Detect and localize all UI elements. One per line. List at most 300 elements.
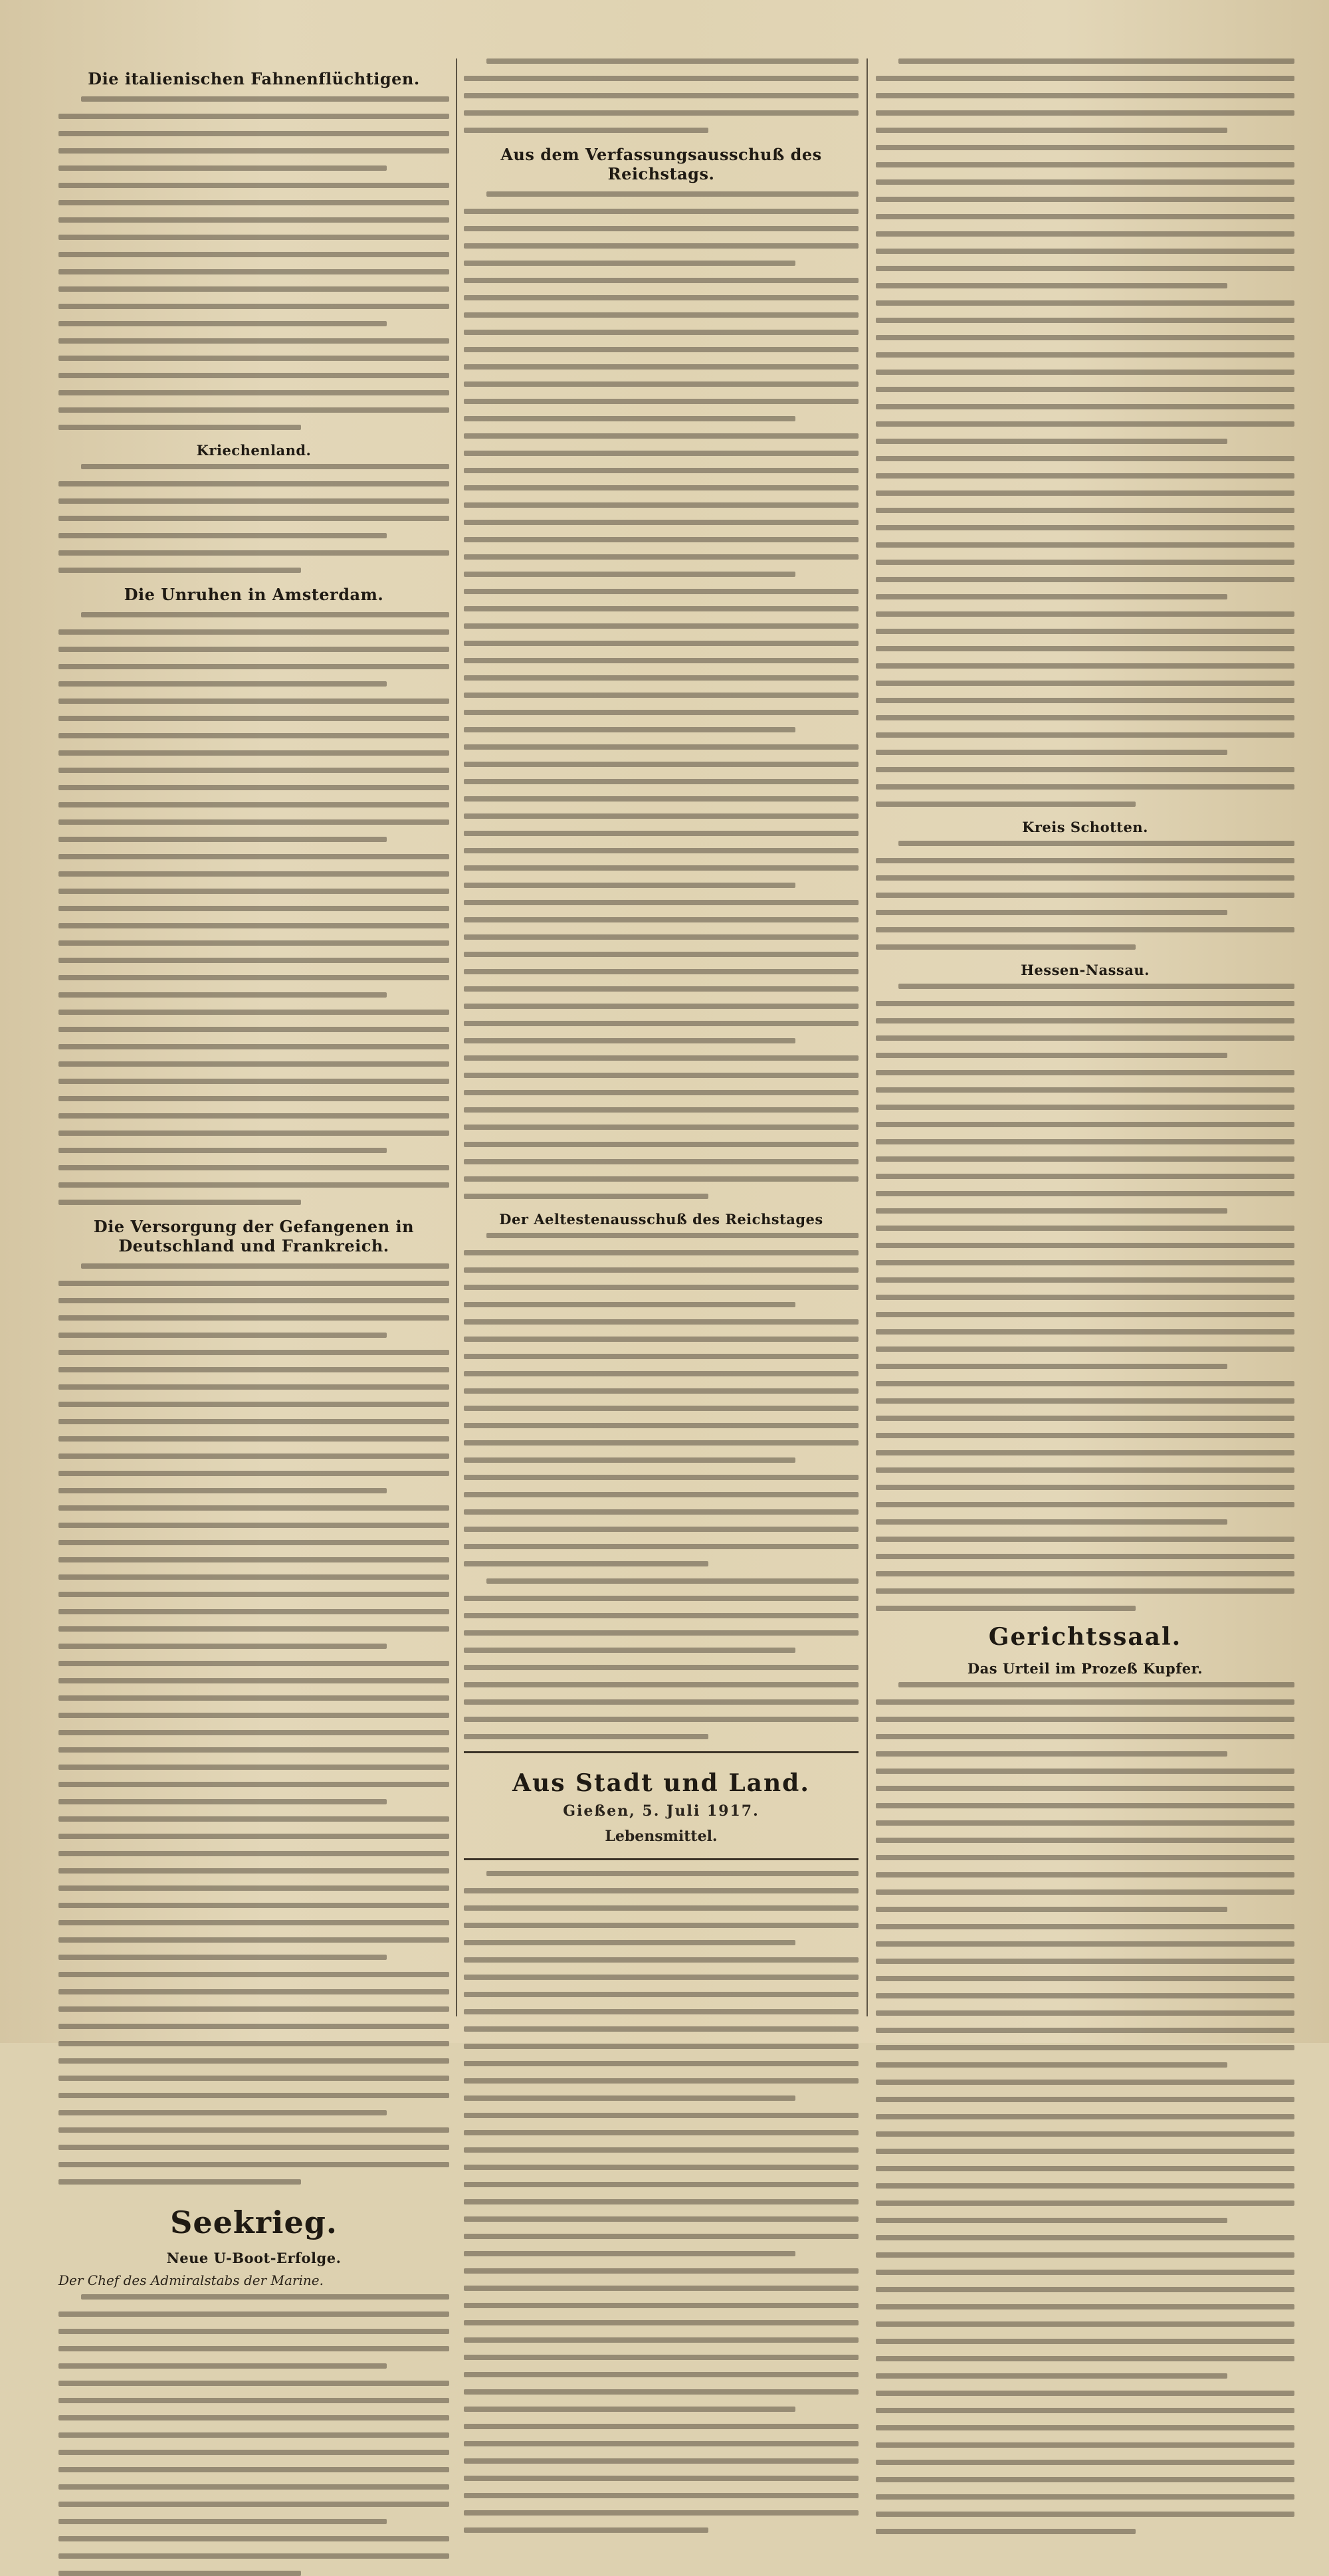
column-1 xyxy=(58,58,449,2288)
article-section xyxy=(464,1578,859,1739)
text-line xyxy=(58,819,449,825)
text-line xyxy=(876,802,1136,807)
text-line xyxy=(58,906,449,911)
text-line xyxy=(464,675,859,681)
text-line xyxy=(876,1329,1294,1335)
text-line xyxy=(464,381,859,387)
text-line xyxy=(876,231,1294,237)
text-line xyxy=(876,2183,1294,2189)
text-line xyxy=(464,1337,859,1342)
text-line xyxy=(464,2476,859,2481)
text-line xyxy=(876,128,1227,133)
text-line xyxy=(464,2078,859,2084)
text-line xyxy=(464,1734,708,1739)
text-line xyxy=(58,1281,449,1286)
text-line xyxy=(464,1682,859,1687)
text-line xyxy=(876,2425,1294,2430)
article-heading: Kreis Schotten. xyxy=(1022,819,1148,835)
text-line xyxy=(876,1035,1294,1041)
text-line xyxy=(58,2329,449,2334)
text-line xyxy=(876,732,1294,738)
feature-title: Aus Stadt und Land. xyxy=(512,1769,810,1797)
text-line xyxy=(464,2320,859,2325)
text-line xyxy=(58,1367,449,1372)
text-line xyxy=(876,318,1294,323)
text-line xyxy=(58,1505,449,1511)
text-line xyxy=(58,2415,449,2420)
text-line xyxy=(58,889,449,894)
text-line xyxy=(58,2484,449,2490)
text-line xyxy=(464,796,859,802)
text-line xyxy=(464,226,859,231)
text-line xyxy=(58,304,449,309)
text-line xyxy=(876,2045,1294,2050)
text-line xyxy=(876,875,1294,881)
article-heading: Der Aeltestenausschuß des Reichstages xyxy=(499,1211,823,1228)
text-line xyxy=(58,356,449,361)
text-line xyxy=(464,658,859,663)
text-line xyxy=(876,577,1294,582)
text-line xyxy=(876,663,1294,669)
text-line xyxy=(876,1924,1294,1929)
text-line xyxy=(58,1695,449,1701)
text-line xyxy=(58,854,449,859)
text-line xyxy=(464,2510,859,2516)
text-line xyxy=(464,2458,859,2464)
text-line xyxy=(876,1381,1294,1386)
text-line xyxy=(464,1717,859,1722)
text-line xyxy=(464,312,859,318)
text-line xyxy=(898,984,1294,989)
text-line xyxy=(58,425,301,430)
text-line xyxy=(876,1295,1294,1300)
text-line xyxy=(464,1457,795,1463)
text-line xyxy=(58,1834,449,1839)
text-line xyxy=(58,1488,387,1493)
text-line xyxy=(58,1182,449,1188)
text-line xyxy=(464,1021,859,1026)
text-line xyxy=(876,300,1294,306)
text-line xyxy=(876,249,1294,254)
text-line xyxy=(876,266,1294,271)
text-line xyxy=(58,1816,449,1822)
text-line xyxy=(58,1523,449,1528)
text-line xyxy=(464,2234,859,2239)
text-line xyxy=(58,1298,449,1303)
text-line xyxy=(876,611,1294,617)
article-section xyxy=(464,145,859,1199)
text-line xyxy=(876,1502,1294,1507)
text-line xyxy=(876,1699,1294,1705)
text-line xyxy=(876,893,1294,898)
text-line xyxy=(876,715,1294,720)
text-line xyxy=(58,2502,449,2507)
text-line xyxy=(876,1174,1294,1179)
text-line xyxy=(58,2041,449,2046)
text-line xyxy=(464,1073,859,1078)
text-line xyxy=(58,2432,449,2438)
text-line xyxy=(464,744,859,750)
text-line xyxy=(876,560,1294,565)
text-line xyxy=(876,784,1294,790)
text-line xyxy=(58,1471,449,1476)
text-line xyxy=(876,1606,1136,1611)
text-line xyxy=(876,1820,1294,1826)
text-line xyxy=(464,572,795,577)
text-line xyxy=(58,1436,449,1442)
text-line xyxy=(464,831,859,836)
text-line xyxy=(58,1799,387,1804)
text-line xyxy=(58,1200,301,1205)
article-section xyxy=(58,2250,449,2576)
text-line xyxy=(464,1888,859,1893)
text-line xyxy=(58,837,387,842)
text-line xyxy=(464,1699,859,1705)
text-line xyxy=(464,1975,859,1980)
text-line xyxy=(876,858,1294,863)
column-rule-1 xyxy=(456,58,457,2016)
text-line xyxy=(876,629,1294,634)
text-line xyxy=(876,214,1294,219)
text-line xyxy=(464,2441,859,2446)
text-line xyxy=(58,1010,449,1015)
text-line xyxy=(81,96,449,102)
text-line xyxy=(464,468,859,473)
feature-box xyxy=(464,1751,859,1860)
text-line xyxy=(876,1122,1294,1127)
text-line xyxy=(876,283,1227,288)
article-heading: Neue U-Boot-Erfolge. xyxy=(166,2250,342,2266)
text-line xyxy=(876,2460,1294,2465)
article-section xyxy=(58,442,449,573)
feature-subheading: Lebensmittel. xyxy=(605,1828,718,1845)
text-line xyxy=(464,1440,859,1446)
text-line xyxy=(464,1125,859,1130)
text-line xyxy=(464,2026,859,2032)
text-line xyxy=(58,2398,449,2403)
text-line xyxy=(876,2218,1227,2223)
text-line xyxy=(464,1544,859,1549)
text-line xyxy=(58,2093,449,2098)
text-line xyxy=(58,2110,387,2115)
text-line xyxy=(876,490,1294,496)
article-heading: Die Versorgung der Gefangenen in Deutschland und Frankreich. xyxy=(93,1217,415,1255)
text-line xyxy=(876,1717,1294,1722)
text-line xyxy=(464,2407,795,2412)
text-line xyxy=(464,2095,795,2101)
text-line xyxy=(464,813,859,819)
text-line xyxy=(464,693,859,698)
feature-body xyxy=(464,1871,859,2533)
text-line xyxy=(464,2527,708,2533)
text-line xyxy=(58,1044,449,1049)
text-line xyxy=(464,261,795,266)
text-line xyxy=(58,1747,449,1753)
text-line xyxy=(58,1730,449,1735)
text-line xyxy=(81,1263,449,1269)
text-line xyxy=(464,93,859,98)
text-line xyxy=(876,750,1227,755)
article-section xyxy=(876,1660,1294,2534)
text-line xyxy=(58,498,449,504)
text-line xyxy=(58,2179,301,2185)
text-line xyxy=(876,2512,1294,2517)
text-line xyxy=(464,1319,859,1325)
text-line xyxy=(58,698,449,704)
text-line xyxy=(464,2372,859,2377)
text-line xyxy=(876,698,1294,703)
text-line xyxy=(876,1312,1294,1317)
text-line xyxy=(464,848,859,853)
text-line xyxy=(464,1194,708,1199)
text-line xyxy=(58,183,449,188)
text-line xyxy=(58,516,449,521)
text-line xyxy=(464,2389,859,2395)
article-heading: Das Urteil im Prozeß Kupfer. xyxy=(967,1660,1203,1677)
text-line xyxy=(58,802,449,807)
text-line xyxy=(58,568,301,573)
text-line xyxy=(464,1302,795,1307)
text-line xyxy=(464,2355,859,2360)
text-line xyxy=(464,969,859,974)
text-line xyxy=(464,278,859,283)
text-line xyxy=(58,768,449,773)
text-line xyxy=(464,2424,859,2429)
column-rule-2 xyxy=(867,58,868,2016)
text-line xyxy=(58,1868,449,1874)
text-line xyxy=(58,1782,449,1787)
text-line xyxy=(58,2536,449,2541)
text-line xyxy=(876,145,1294,150)
text-line xyxy=(464,865,859,871)
text-line xyxy=(58,923,449,928)
text-line xyxy=(464,1596,859,1601)
text-line xyxy=(876,2529,1136,2534)
text-line xyxy=(876,2321,1294,2327)
text-line xyxy=(58,1557,449,1562)
text-line xyxy=(58,1315,449,1321)
text-line xyxy=(464,623,859,629)
text-line xyxy=(464,1665,859,1670)
text-line xyxy=(464,330,859,335)
text-line xyxy=(464,110,859,116)
text-line xyxy=(876,1156,1294,1162)
text-line xyxy=(898,1682,1294,1687)
text-line xyxy=(486,1578,859,1584)
text-line xyxy=(58,2058,449,2064)
article-heading: Gerichtssaal. xyxy=(988,1623,1182,1651)
text-line xyxy=(464,1940,795,1945)
text-line xyxy=(58,1885,449,1891)
text-line xyxy=(876,76,1294,81)
text-line xyxy=(464,2251,795,2256)
text-line xyxy=(58,1419,449,1424)
text-line xyxy=(464,1561,708,1566)
text-line xyxy=(876,1993,1294,1998)
text-line xyxy=(58,1574,449,1580)
text-line xyxy=(876,2028,1294,2033)
text-line xyxy=(876,1001,1294,1006)
text-line xyxy=(876,594,1227,599)
text-line xyxy=(876,2391,1294,2396)
column-2 xyxy=(464,58,859,2016)
text-line xyxy=(58,2519,387,2524)
text-line xyxy=(58,1350,449,1355)
text-line xyxy=(876,2200,1294,2206)
text-line xyxy=(876,1346,1294,1352)
text-line xyxy=(464,710,859,715)
text-line xyxy=(58,647,449,652)
article-section xyxy=(876,819,1294,950)
text-line xyxy=(58,1540,449,1545)
text-line xyxy=(876,2270,1294,2275)
text-line xyxy=(464,399,859,404)
text-line xyxy=(58,321,387,326)
text-line xyxy=(58,1079,449,1084)
text-line xyxy=(58,1402,449,1407)
text-line xyxy=(464,1107,859,1113)
text-line xyxy=(58,269,449,274)
text-line xyxy=(58,1061,449,1067)
text-line xyxy=(876,1018,1294,1023)
text-line xyxy=(58,975,449,980)
text-line xyxy=(464,2493,859,2498)
text-line xyxy=(464,2337,859,2343)
text-line xyxy=(876,1571,1294,1576)
text-line xyxy=(876,767,1294,772)
text-line xyxy=(464,76,859,81)
text-line xyxy=(464,2044,859,2049)
article-section xyxy=(876,1623,1294,1651)
text-line xyxy=(876,1087,1294,1093)
text-line xyxy=(876,1907,1227,1912)
text-line xyxy=(58,2450,449,2455)
text-line xyxy=(876,1070,1294,1075)
text-line xyxy=(876,2304,1294,2309)
text-line xyxy=(876,2062,1227,2068)
article-section xyxy=(464,58,859,133)
text-line xyxy=(876,1855,1294,1860)
text-line xyxy=(876,179,1294,185)
text-line xyxy=(58,1384,449,1390)
article-section xyxy=(58,585,449,1205)
text-line xyxy=(898,58,1294,64)
text-line xyxy=(876,473,1294,479)
text-line xyxy=(876,2494,1294,2500)
column-3 xyxy=(876,58,1294,2016)
text-line xyxy=(464,1267,859,1273)
text-line xyxy=(58,338,449,344)
text-line xyxy=(876,1769,1294,1774)
feature-dateline: Gießen, 5. Juli 1917. xyxy=(563,1802,760,1820)
text-line xyxy=(464,1159,859,1164)
text-line xyxy=(58,2076,449,2081)
text-line xyxy=(876,1277,1294,1283)
text-line xyxy=(58,1592,449,1597)
text-line xyxy=(876,2408,1294,2413)
text-line xyxy=(464,606,859,611)
text-line xyxy=(58,533,387,538)
text-line xyxy=(58,1626,449,1632)
text-line xyxy=(876,197,1294,202)
text-line xyxy=(876,1208,1227,1214)
text-line xyxy=(876,1416,1294,1421)
text-line xyxy=(876,944,1136,950)
text-line xyxy=(58,1130,449,1136)
text-line xyxy=(464,2130,859,2135)
text-line xyxy=(464,2113,859,2118)
text-line xyxy=(464,364,859,370)
text-line xyxy=(464,520,859,525)
text-line xyxy=(58,629,449,635)
text-line xyxy=(876,421,1294,427)
text-line xyxy=(58,958,449,963)
text-line xyxy=(464,554,859,560)
text-line xyxy=(876,1803,1294,1808)
text-line xyxy=(486,191,859,197)
text-line xyxy=(58,1713,449,1718)
text-line xyxy=(58,1937,449,1943)
article-section xyxy=(464,1211,859,1566)
text-line xyxy=(876,1941,1294,1947)
text-line xyxy=(81,464,449,469)
text-line xyxy=(464,209,859,214)
text-line xyxy=(58,1165,449,1170)
text-line xyxy=(876,162,1294,167)
text-line xyxy=(58,1989,449,1994)
text-line xyxy=(464,416,795,421)
text-line xyxy=(58,1644,387,1649)
text-line xyxy=(876,1751,1227,1757)
text-line xyxy=(876,1485,1294,1490)
article-section xyxy=(58,1217,449,2185)
text-line xyxy=(58,1765,449,1770)
text-line xyxy=(464,2286,859,2291)
text-line xyxy=(464,1371,859,1376)
text-line xyxy=(876,646,1294,651)
text-line xyxy=(464,1038,795,1043)
text-line xyxy=(58,286,449,292)
text-line xyxy=(58,2363,387,2369)
text-line xyxy=(464,1509,859,1515)
article-heading: Aus dem Verfassungsausschuß des Reichstags. xyxy=(500,145,822,183)
text-line xyxy=(58,1972,449,1977)
text-line xyxy=(58,2127,449,2133)
article-section xyxy=(58,69,449,430)
article-section xyxy=(876,962,1294,1611)
text-line xyxy=(464,934,859,940)
text-line xyxy=(876,1467,1294,1473)
text-line xyxy=(464,243,859,249)
text-line xyxy=(876,2339,1294,2344)
text-line xyxy=(464,883,795,888)
text-line xyxy=(58,2162,449,2167)
text-line xyxy=(898,841,1294,846)
text-line xyxy=(58,1661,449,1666)
text-line xyxy=(464,1492,859,1497)
text-line xyxy=(58,2311,449,2317)
text-line xyxy=(876,2356,1294,2361)
text-line xyxy=(58,131,449,136)
text-line xyxy=(876,2252,1294,2258)
text-line xyxy=(58,992,387,998)
text-line xyxy=(58,2006,449,2012)
text-line xyxy=(876,2287,1294,2292)
text-line xyxy=(876,2114,1294,2119)
text-line xyxy=(876,352,1294,358)
text-line xyxy=(58,200,449,205)
text-line xyxy=(876,1053,1227,1058)
